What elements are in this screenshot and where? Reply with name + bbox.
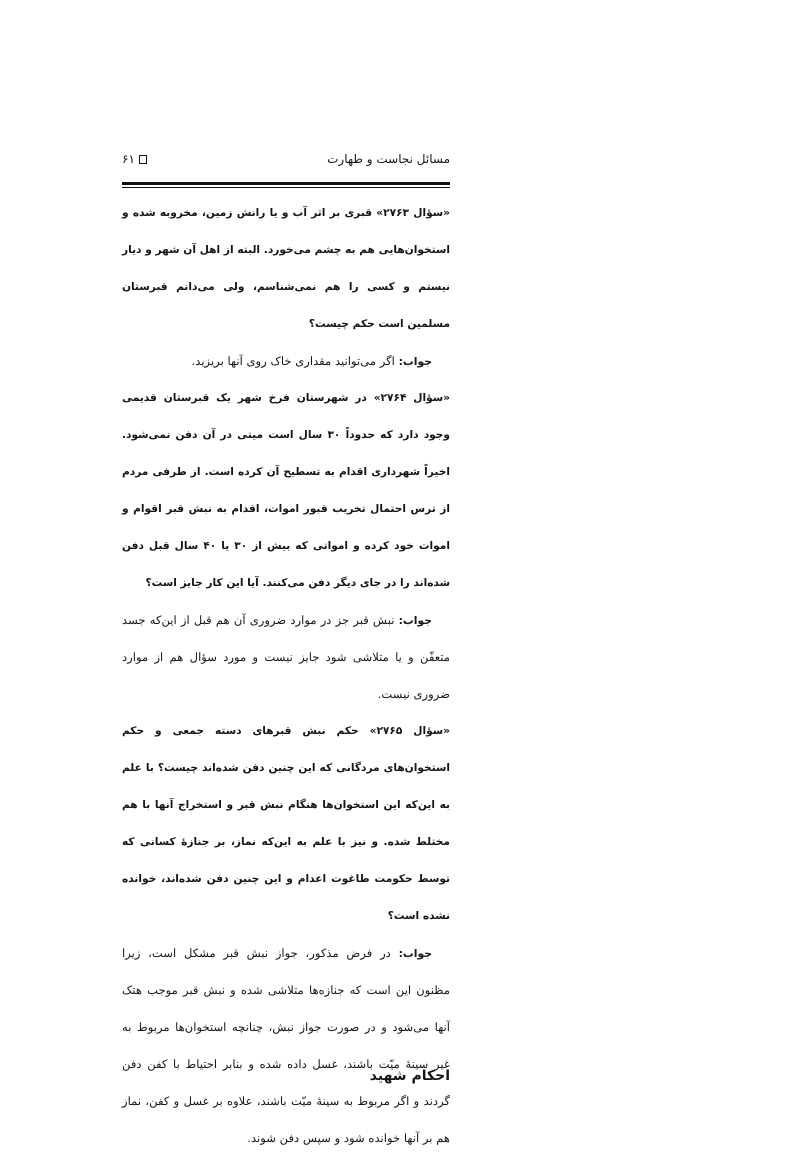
page-number-group bbox=[122, 152, 147, 166]
page-number: ۶۱ bbox=[122, 152, 135, 166]
answer-label: جواب: bbox=[398, 947, 432, 960]
answer-text: اگر می‌توانید مقداری خاک روی آنها بریزید. bbox=[191, 354, 399, 368]
answer-label: جواب: bbox=[398, 614, 432, 627]
answer-2763 bbox=[122, 343, 450, 380]
answer-text: نبش قبر جز در موارد ضروری آن هم قبل از این‌که جسد متعفّن و یا متلاشی شود جایز نیست و مورد سؤال هم از موارد ضروری نیست. bbox=[122, 613, 450, 701]
body-text bbox=[122, 195, 450, 1157]
question-2763: «سؤال ۲۷۶۳» قبری بر اثر آب و یا رانش زمین، مخروبه شده و استخوان‌هایی هم به چشم می‌خورد. البته از اهل آن شهر و دیار نیستم و کسی را هم نمی‌شناسم، ولی می‌دانم قبرستان مسلمین است حکم چیست؟ bbox=[122, 207, 450, 330]
header-rule-thin bbox=[122, 187, 450, 188]
square-box-icon bbox=[139, 155, 147, 164]
header-rule-thick bbox=[122, 182, 450, 185]
answer-2765 bbox=[122, 935, 450, 1157]
answer-label: جواب: bbox=[398, 355, 432, 368]
section-heading: احکام شهید bbox=[369, 1068, 450, 1084]
answer-2764 bbox=[122, 602, 450, 713]
answer-text: در فرض مذکور، جواز نبش قبر مشکل است، زیرا مظنون این است که جنازه‌ها متلاشی شده و نبش قبر موجب هتک آنها می‌شود و در صورت جواز نبش، چنانچه استخوان‌ها مربوط به غیر سینهٔ میّت باشند، غسل داده شده و بنابر احتیاط با کفن دفن گردند و اگر مربوط به سینهٔ میّت باشند، علاوه بر غسل و کفن، نماز هم بر آنها خوانده شود و سپس دفن شوند. bbox=[122, 946, 450, 1145]
running-header bbox=[122, 148, 450, 170]
book-page bbox=[122, 148, 450, 1157]
running-header-title: مسائل نجاست و طهارت bbox=[327, 152, 450, 166]
question-2764: «سؤال ۲۷۶۴» در شهرستان فرخ شهر یک قبرستان قدیمی وجود دارد که حدوداً ۳۰ سال است میتی در آن دفن نمی‌شود. اخیراً شهرداری اقدام به تسطیح آن کرده است. از طرفی مردم از ترس احتمال تخریب قبور اموات، اقدام به نبش قبر اقوام و اموات خود کرده و امواتی که بیش از ۳۰ یا ۴۰ سال قبل دفن شده‌اند را در جای دیگر دفن می‌کنند. آیا این کار جایز است؟ bbox=[122, 392, 450, 589]
question-2765: «سؤال ۲۷۶۵» حکم نبش قبرهای دسته جمعی و حکم استخوان‌های مردگانی که این چنین دفن شده‌اند چیست؟ با علم به این‌که این استخوان‌ها هنگام نبش قبر و استخراج آنها با هم مختلط شده. و نیز با علم به این‌که نماز، بر جنازهٔ کسانی که توسط حکومت طاغوت اعدام و این چنین دفن شده‌اند، خوانده نشده است؟ bbox=[122, 725, 450, 922]
